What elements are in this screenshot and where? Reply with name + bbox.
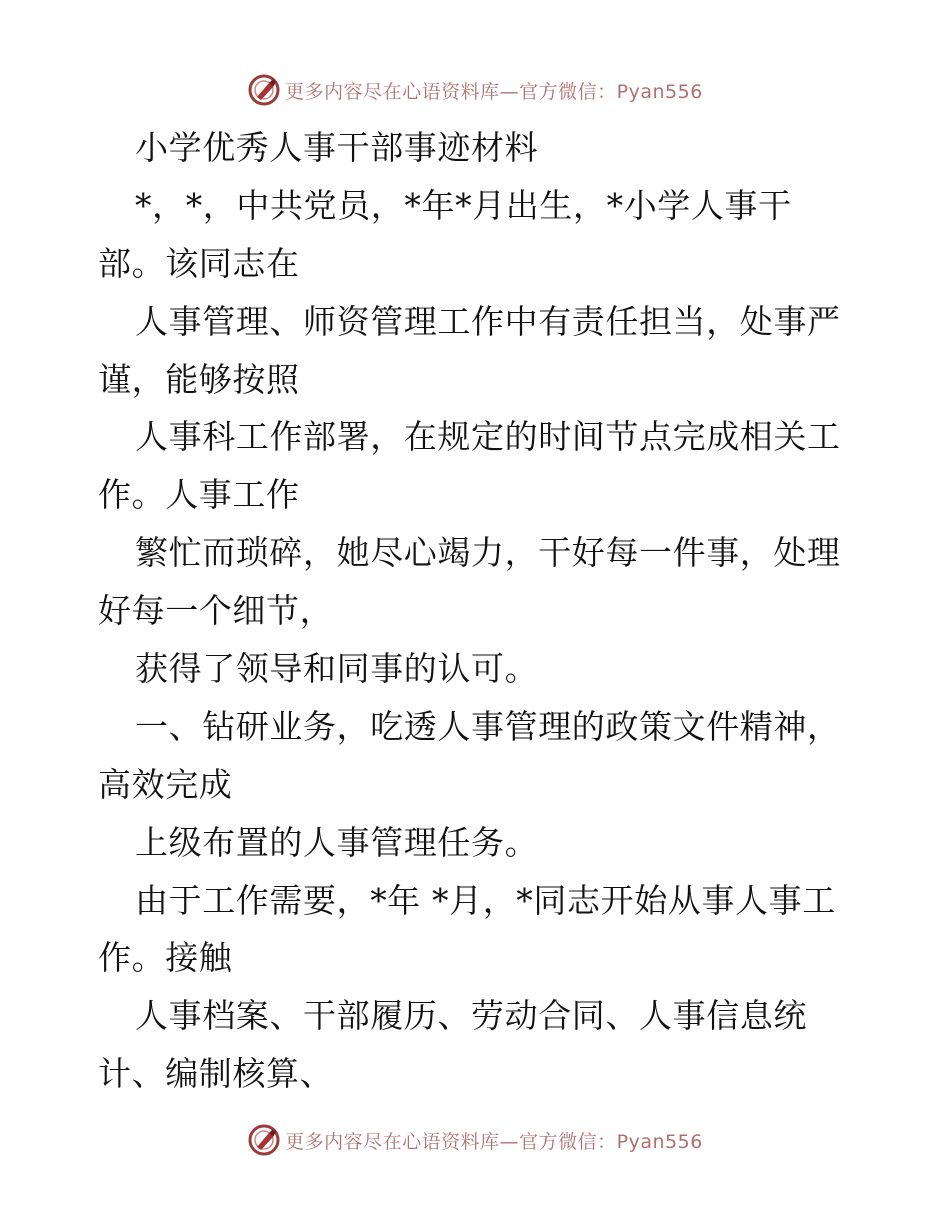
watermark-text: 更多内容尽在心语资料库—官方微信：Pyan556 xyxy=(285,1130,703,1153)
watermark-text: 更多内容尽在心语资料库—官方微信：Pyan556 xyxy=(285,80,703,103)
footer-watermark-banner xyxy=(0,1120,950,1160)
text-line: 人事管理、师资管理工作中有责任担当，处事严 xyxy=(135,301,841,341)
text-line: 小学优秀人事干部事迹材料 xyxy=(135,128,539,167)
pen-nib-logo-icon xyxy=(247,1123,281,1157)
text-line: 人事档案、干部履历、劳动合同、人事信息统 xyxy=(135,996,807,1036)
text-line: 计、编制核算、 xyxy=(98,1054,334,1094)
text-line: 作。接触 xyxy=(98,938,233,978)
text-line: 上级布置的人事管理任务。 xyxy=(135,822,539,862)
text-line: 人事科工作部署，在规定的时间节点完成相关工 xyxy=(135,417,841,457)
text-line: 部。该同志在 xyxy=(98,243,300,283)
header-watermark-banner xyxy=(0,70,950,110)
text-line: 好每一个细节， xyxy=(98,591,334,631)
text-line: 高效完成 xyxy=(98,764,233,804)
text-line: 由于工作需要，*年 *月，*同志开始从事人事工 xyxy=(135,880,836,920)
text-line: 一、钻研业务，吃透人事管理的政策文件精神， xyxy=(135,706,841,746)
text-line: 谨，能够按照 xyxy=(98,359,300,399)
text-line: *，*，中共党员，*年*月出生，*小学人事干 xyxy=(135,185,792,225)
document-body xyxy=(98,119,858,1103)
text-line: 作。人事工作 xyxy=(98,475,300,515)
pen-nib-logo-icon xyxy=(247,73,281,107)
text-line: 繁忙而琐碎，她尽心竭力，干好每一件事，处理 xyxy=(135,533,841,573)
text-line: 获得了领导和同事的认可。 xyxy=(135,649,539,689)
